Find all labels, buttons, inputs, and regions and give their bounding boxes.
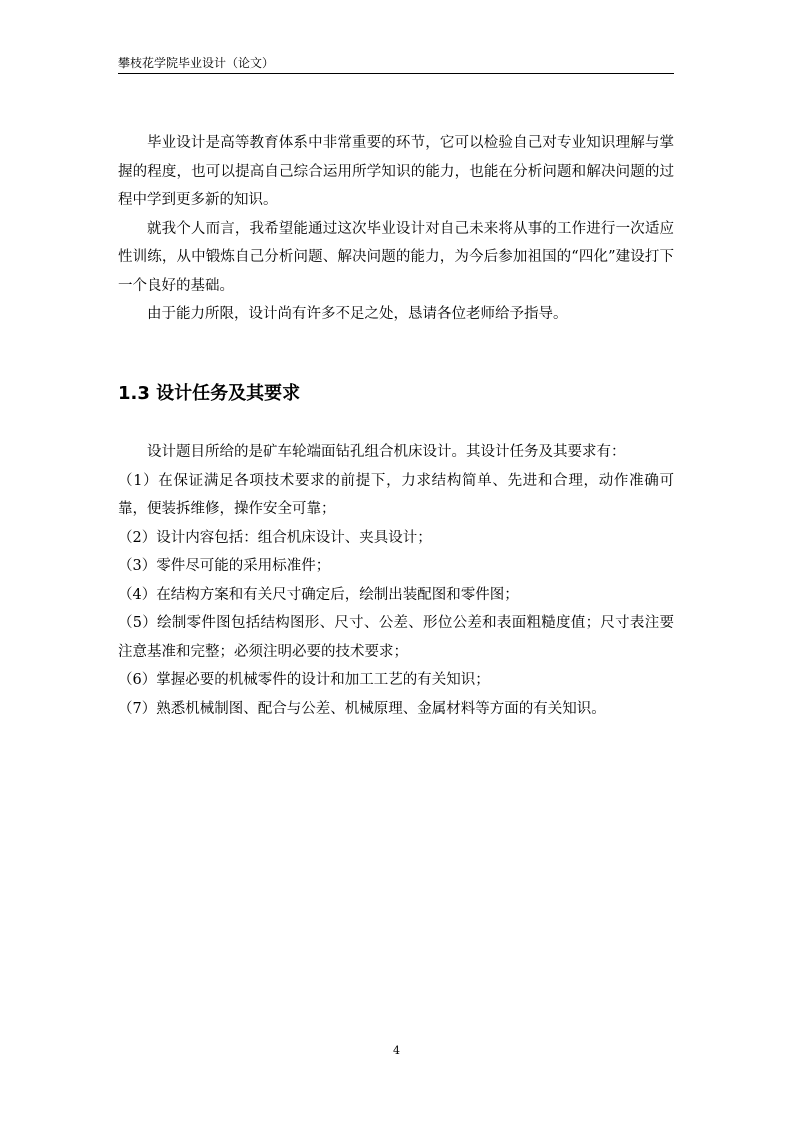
task-intro: 设计题目所给的是矿车轮端面钻孔组合机床设计。其设计任务及其要求有： — [147, 444, 626, 460]
task-item-4: （4）在结构方案和有关尺寸确定后，绘制出装配图和零件图； — [118, 586, 519, 603]
page-header: 攀枝花学院毕业设计（论文） — [118, 56, 275, 70]
section-heading: 1.3 设计任务及其要求 — [118, 383, 301, 404]
header-divider — [118, 73, 674, 74]
task-item-3: （3）零件尽可能的采用标准件； — [118, 558, 331, 574]
task-item-6: （6）掌握必要的机械零件的设计和加工工艺的有关知识； — [118, 672, 490, 688]
task-item-7: （7）熟悉机械制图、配合与公差、机械原理、金属材料等方面的有关知识。 — [118, 700, 606, 717]
task-list — [118, 438, 674, 723]
task-item-5: （5）绘制零件图包括结构图形、尺寸、公差、形位公差和表面粗糙度值；尺寸表注要注意基准和完整；必须注明必要的技术要求； — [118, 615, 674, 660]
intro-paragraph-2: 就我个人而言，我希望能通过这次毕业设计对自己未来将从事的工作进行一次适应性训练，从中锻炼自己分析问题、解决问题的能力，为今后参加祖国的“四化”建设打下一个良好的基础。 — [118, 220, 674, 294]
intro-section — [118, 129, 674, 329]
intro-paragraph-3: 由于能力所限，设计尚有许多不足之处，恳请各位老师给予指导。 — [147, 306, 568, 322]
page-number: 4 — [393, 1044, 400, 1057]
intro-paragraph-1: 毕业设计是高等教育体系中非常重要的环节，它可以检验自己对专业知识理解与掌握的程度，也可以提高自己综合运用所学知识的能力，也能在分析问题和解决问题的过程中学到更多新的知识。 — [118, 135, 674, 208]
task-item-1: （1）在保证满足各项技术要求的前提下，力求结构简单、先进和合理，动作准确可靠，便装拆维修，操作安全可靠； — [118, 472, 674, 517]
task-item-2: （2）设计内容包括：组合机床设计、夹具设计； — [118, 529, 432, 546]
